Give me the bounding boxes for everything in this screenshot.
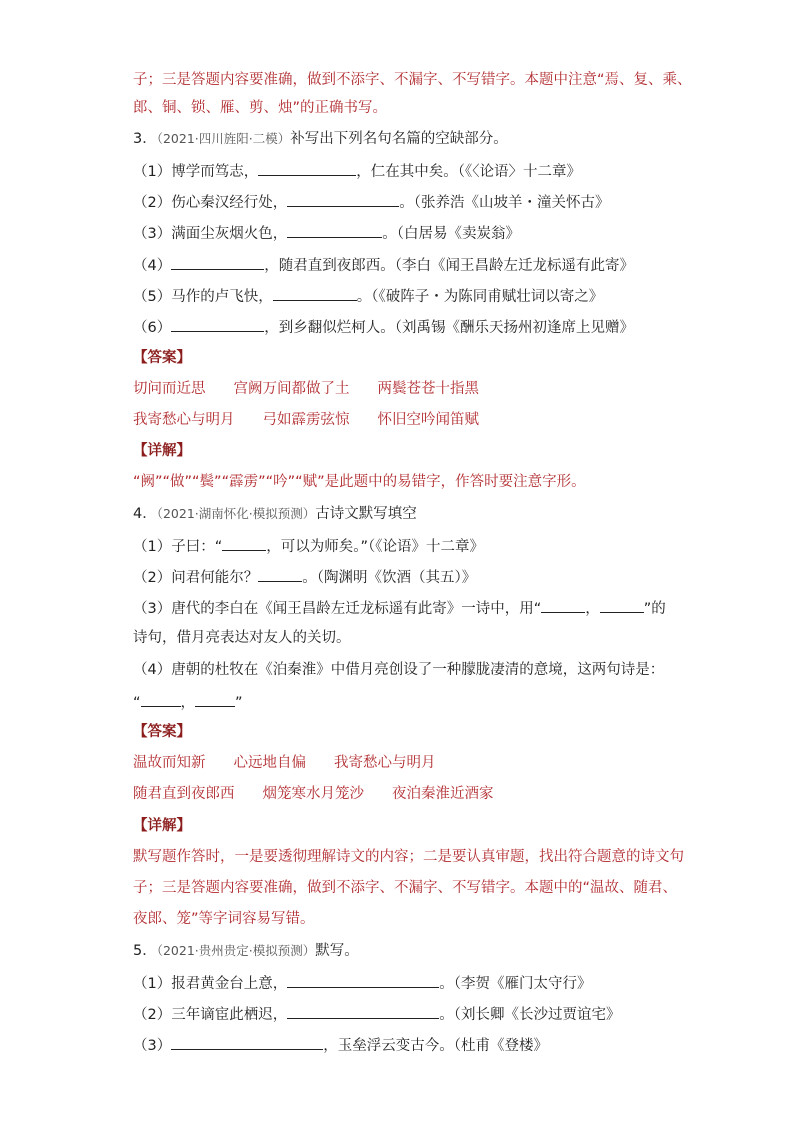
q4-answers-row-1: 温故而知新 心远地自偏 我寄愁心与明月 bbox=[133, 755, 436, 771]
q4-detail-line-2: 子；三是答题内容要准确，做到不添字、不漏字、不写错字。本题中的“温故、随君、 bbox=[133, 880, 678, 896]
answer-blank[interactable] bbox=[600, 597, 644, 613]
q3-answers-row-1: 切问而近思 宫阙万间都做了土 两鬓苍苍十指黑 bbox=[133, 381, 479, 397]
intro-line-1: 子；三是答题内容要准确，做到不添字、不漏字、不写错字。本题中注意“焉、复、乘、 bbox=[133, 72, 692, 88]
q4-item-1: （1）子曰：“ ，可以为师矣。”（《论语》十二章》 bbox=[133, 535, 484, 557]
q3-item-6: （6） ，到乡翻似烂柯人。（刘禹锡《酬乐天扬州初逢席上见赠》 bbox=[133, 316, 634, 338]
q3-detail-text: “阙”“做”“鬓”“霹雳”“吟”“赋”是此题中的易错字，作答时要注意字形。 bbox=[133, 474, 586, 490]
q5-item-1: （1）报君黄金台上意， 。（李贺《雁门太守行》 bbox=[133, 972, 591, 994]
q4-item-4: （4）唐朝的杜牧在《泊秦淮》中借月亮创设了一种朦胧凄清的意境，这两句诗是： bbox=[133, 662, 665, 678]
q4-item-3: （3）唐代的李白在《闻王昌龄左迁龙标遥有此寄》一诗中，用“ ， ”的 bbox=[133, 597, 666, 619]
q3-item-1: （1）博学而笃志， ，仁在其中矣。（《〈论语〉十二章》 bbox=[133, 160, 581, 182]
q4-item-2: （2）问君何能尔？ 。（陶渊明《饮酒（其五）》 bbox=[133, 566, 476, 588]
q5-item-3: （3） ，玉垒浮云变古今。（杜甫《登楼》 bbox=[133, 1034, 548, 1056]
answer-blank[interactable] bbox=[287, 222, 382, 238]
answer-blank[interactable] bbox=[171, 316, 264, 332]
answer-blank[interactable] bbox=[141, 691, 181, 707]
q3-item-2: （2）伤心秦汉经行处， 。（张养浩《山坡羊・潼关怀古》 bbox=[133, 191, 609, 213]
q3-answer-label: 【答案】 bbox=[133, 350, 191, 366]
answer-blank[interactable] bbox=[287, 1003, 439, 1019]
q3-detail-label: 【详解】 bbox=[133, 443, 191, 459]
answer-blank[interactable] bbox=[258, 160, 356, 176]
q4-answers-row-2: 随君直到夜郎西 烟笼寒水月笼沙 夜泊秦淮近酒家 bbox=[133, 786, 494, 802]
answer-blank[interactable] bbox=[195, 691, 235, 707]
q5-item-2: （2）三年谪宦此栖迟， 。（刘长卿《长沙过贾谊宅》 bbox=[133, 1003, 620, 1025]
answer-blank[interactable] bbox=[287, 191, 399, 207]
q4-detail-line-1: 默写题作答时，一是要透彻理解诗文的内容；二是要认真审题，找出符合题意的诗文句 bbox=[133, 849, 684, 865]
q3-item-3: （3）满面尘灰烟火色， 。（白居易《卖炭翁》 bbox=[133, 222, 520, 244]
q4-item-4-blanks: “ ， ” bbox=[133, 691, 243, 713]
q4-detail-label: 【详解】 bbox=[133, 818, 191, 834]
answer-blank[interactable] bbox=[171, 1034, 323, 1050]
answer-blank[interactable] bbox=[258, 566, 302, 582]
answer-blank[interactable] bbox=[222, 535, 266, 551]
question-3-heading: 3．（2021·四川旌阳·二模）补写出下列名句名篇的空缺部分。 bbox=[133, 131, 508, 147]
answer-blank[interactable] bbox=[287, 972, 439, 988]
q3-item-4: （4） ，随君直到夜郎西。（李白《闻王昌龄左迁龙标遥有此寄》 bbox=[133, 254, 634, 276]
answer-blank[interactable] bbox=[541, 597, 585, 613]
answer-blank[interactable] bbox=[273, 285, 357, 301]
question-5-heading: 5．（2021·贵州贵定·模拟预测）默写。 bbox=[133, 943, 359, 959]
q4-item-3-line-2: 诗句，借月亮表达对友人的关切。 bbox=[133, 630, 351, 646]
answer-blank[interactable] bbox=[171, 254, 264, 270]
question-4-heading: 4．（2021·湖南怀化·模拟预测）古诗文默写填空 bbox=[133, 506, 417, 522]
q3-answers-row-2: 我寄愁心与明月 弓如霹雳弦惊 怀旧空吟闻笛赋 bbox=[133, 412, 479, 428]
intro-line-2: 郎、铜、锁、雁、剪、烛”的正确书写。 bbox=[133, 100, 388, 116]
q4-detail-line-3: 夜郎、笼”等字词容易写错。 bbox=[133, 911, 315, 927]
q4-answer-label: 【答案】 bbox=[133, 724, 191, 740]
q3-item-5: （5）马作的卢飞快， 。（《破阵子・为陈同甫赋壮词以寄之》 bbox=[133, 285, 603, 307]
